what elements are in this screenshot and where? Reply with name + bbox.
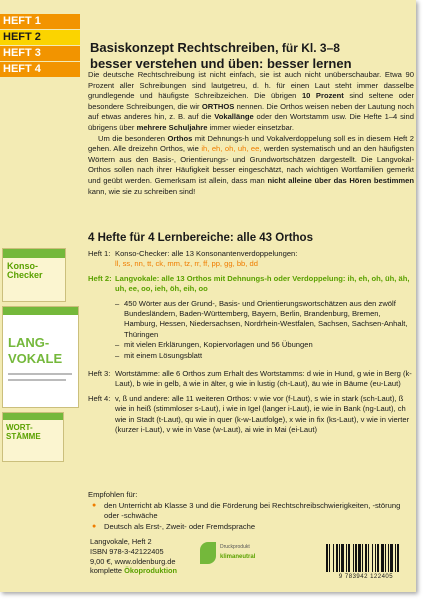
intro-text-run: kann, wie sie zu schreiben sind! bbox=[88, 186, 196, 196]
cover-title bbox=[6, 423, 41, 441]
intro-text bbox=[88, 70, 414, 197]
footer-title: Langvokale, Heft 2 bbox=[90, 537, 152, 546]
heft-3-label: Heft 3: bbox=[88, 369, 111, 379]
cover-title: Konso-Checker bbox=[7, 261, 43, 280]
intro-bold-run: Vokallänge bbox=[214, 112, 254, 122]
footer-eco-text: komplette bbox=[90, 566, 125, 576]
barcode-bar bbox=[339, 544, 340, 572]
publication-info bbox=[90, 537, 177, 576]
intro-highlight-run: ih, eh, oh, uh, ee, bbox=[201, 144, 262, 154]
book-cover-wortstaemme bbox=[2, 412, 64, 462]
heft-3-body: Wortstämme: alle 6 Orthos zum Erhalt des Wortstamms: d wie in Hund, g wie in Berg (k-Laut), b wie in gelb, ä wie in älter, g wie in lustig (ch-Laut), äu wie in Bäume (eu-Laut) bbox=[115, 369, 412, 389]
cover-title-line-2: STÄMME bbox=[6, 432, 41, 441]
heft-descriptions bbox=[88, 249, 414, 440]
heft-4-description bbox=[88, 394, 414, 436]
section-title: 4 Hefte für 4 Lernbereiche: alle 43 Orthos bbox=[88, 232, 313, 244]
intro-bold-run: 10 Prozent bbox=[301, 91, 344, 101]
title-main: Basiskonzept Rechtschreiben, bbox=[90, 40, 279, 55]
barcode-bar bbox=[388, 544, 389, 572]
book-covers bbox=[2, 248, 82, 466]
heft-tab-1: HEFT 1 bbox=[0, 14, 80, 29]
barcode-bar bbox=[346, 544, 347, 572]
footer-eco-highlight: Ökoproduktion bbox=[124, 566, 178, 576]
heft-tab-2: HEFT 2 bbox=[0, 30, 80, 45]
book-cover-konso-checker bbox=[2, 248, 66, 302]
heft-4-label: Heft 4: bbox=[88, 393, 111, 403]
intro-text-run: sind seltene oder besondere Schreibungen, die wir bbox=[88, 91, 415, 111]
intro-text-run: mit Dehnungs-h und Vokalverdoppelung soll es in diesem Heft 2 gehen. Alle dreizehn Orthos, wie bbox=[88, 133, 414, 154]
barcode-bar bbox=[377, 544, 379, 572]
climate-neutral-logo bbox=[200, 540, 258, 568]
cover-stripe bbox=[3, 413, 63, 420]
intro-text-run: werden systematisch und an den häufigsten Wörtern aus den Basis-, Orientierungs- und Grundwortschätzen dargestellt. Die Langvokal-Orthos sollen nach ihrer Häufigkeit besser eingeschätzt, nach wichtigen Wortfamilien gemerkt und geübt werden. Gemerksam ist allein, dass man bbox=[88, 144, 415, 185]
barcode-number: 9 783942 122405 bbox=[338, 574, 394, 580]
barcode-bar bbox=[326, 544, 328, 572]
book-cover-langvokale bbox=[2, 306, 79, 408]
recommended-for bbox=[88, 490, 414, 532]
intro-text-run: nennen. Die Orthos weisen neben der Lautung noch auf etwas anderes hin, z. B. auf die bbox=[88, 101, 414, 122]
cover-stripe bbox=[3, 249, 65, 258]
barcode-bar bbox=[336, 544, 338, 572]
climate-label-top: Druckprodukt bbox=[220, 544, 250, 550]
title-sub: besser verstehen und üben: besser lernen bbox=[90, 56, 352, 71]
intro-text-run: immer wieder einsetzbar. bbox=[207, 122, 294, 132]
recommended-item: ● Deutsch als Erst-, Zweit- oder Fremdsprache bbox=[92, 522, 414, 533]
intro-text-run: Die deutsche Rechtschreibung ist nicht einfach, sie ist auch nicht unüberschaubar. Etwa 90 Prozent aller Schreibungen sind lautgetreu, d. h. für einen Laut steht immer dasselbe grundlegende und häufigste Schreibzeichen. Die übrigen bbox=[88, 70, 414, 101]
barcode-bar bbox=[365, 544, 367, 572]
intro-bold-run: Orthos bbox=[167, 133, 193, 143]
cover-title-line-1: LANG- bbox=[8, 335, 50, 350]
heft-2-description bbox=[88, 274, 414, 295]
title-grade: für Kl. 3–8 bbox=[278, 41, 340, 55]
intro-text-run: oder den Wortstamm usw. Die Hefte 1–4 sind übrigens über bbox=[88, 112, 414, 132]
barcode-bar bbox=[395, 544, 396, 572]
heft-3-description bbox=[88, 369, 414, 390]
heft-1-text: Konso-Checker: alle 13 Konsonantenverdoppelungen: bbox=[115, 249, 298, 258]
barcode-bar bbox=[353, 544, 354, 572]
barcode-bar bbox=[329, 544, 330, 572]
cover-text-line bbox=[8, 379, 66, 381]
heft-1-body bbox=[115, 249, 414, 270]
intro-text-run: Um die besonderen bbox=[98, 133, 168, 143]
barcode-bar bbox=[397, 544, 399, 572]
intro-bold-run: nicht alleine über das Hören bestimmen bbox=[267, 175, 414, 185]
heft-tab-3: HEFT 3 bbox=[0, 46, 80, 61]
barcode-bar bbox=[341, 544, 344, 572]
heft-2-bullet: – mit einem Lösungsblatt bbox=[115, 351, 414, 361]
barcode-bars bbox=[322, 544, 410, 572]
footer-price-url: 9,00 €, www.oldenburg.de bbox=[90, 556, 176, 566]
footer-eco bbox=[90, 566, 177, 576]
intro-paragraph-2 bbox=[88, 134, 414, 198]
intro-bold-run: mehrere Schuljahre bbox=[136, 122, 208, 132]
recommended-title: Empfohlen für: bbox=[88, 490, 138, 499]
climate-label-bottom: klimaneutral bbox=[220, 554, 256, 560]
heft-2-bullet: – mit vielen Erklärungen, Kopiervorlagen und 56 Übungen bbox=[115, 340, 414, 350]
page-title bbox=[90, 40, 412, 71]
barcode-bar bbox=[390, 544, 393, 572]
barcode-bar bbox=[348, 544, 350, 572]
barcode-bar bbox=[333, 544, 334, 572]
barcode-bar bbox=[375, 544, 376, 572]
heft-4-body: v, ß und andere: alle 11 weiteren Orthos: v wie vor (f-Laut), s wie in stark (sch-Laut), ß wie in heiß (stimmloser s-Laut), i wie in Igel (langer i-Laut), ie wie in Bank (ng-Laut), ch wie in Stadt (t-Laut), qu wie in quer (k-w-Lautfolge), x wie in fix (ks-Laut), v wie in vierter (kurzer i-Laut), v wie in Vase (w-Laut), ai wie in Mai (ei-Laut) bbox=[115, 393, 410, 435]
barcode-bar bbox=[372, 544, 373, 572]
heft-2-bullet: – 450 Wörter aus der Grund-, Basis- und Orientierungswortschätzen aus den zwölf Bundesländern, Baden-Württemberg, Bayern, Berlin, Brandenburg, Bremen, Hamburg, Hessen, Niedersachsen, Nordrhein-Westfalen, Sachsen, Sachsen-Anhalt, Thüringen bbox=[115, 299, 414, 341]
cover-title-line-1: WORT- bbox=[6, 423, 33, 432]
intro-bold-run: ORTHOS bbox=[201, 101, 235, 111]
barcode-bar bbox=[355, 544, 357, 572]
barcode bbox=[322, 544, 410, 580]
cover-title-line-2: VOKALE bbox=[8, 351, 63, 366]
footer-isbn: ISBN 978-3-42122405 bbox=[90, 546, 164, 556]
leaf-icon bbox=[200, 542, 216, 564]
barcode-bar bbox=[368, 544, 369, 572]
heft-1-orthos: ll, ss, nn, tt, ck, mm, tz, rr, ff, pp, gg, bb, dd bbox=[115, 259, 258, 269]
heft-2-label: Heft 2: bbox=[88, 273, 112, 283]
barcode-bar bbox=[381, 544, 384, 572]
cover-stripe bbox=[3, 307, 78, 315]
intro-paragraph-1 bbox=[88, 70, 414, 134]
heft-2-body: Langvokale: alle 13 Orthos mit Dehnungs-h oder Verdoppelung: ih, eh, oh, üh, äh, uh, ee, oo, ieh, öh, eih, oo bbox=[115, 273, 410, 294]
heft-1-label: Heft 1: bbox=[88, 249, 111, 258]
heft-tab-4: HEFT 4 bbox=[0, 62, 80, 77]
heft-1-description bbox=[88, 249, 414, 270]
barcode-bar bbox=[385, 544, 386, 572]
barcode-bar bbox=[358, 544, 361, 572]
barcode-bar bbox=[362, 544, 363, 572]
recommended-item: ● den Unterricht ab Klasse 3 und die Förderung bei Rechtschreibschwierigkeiten, -störung oder -schwäche bbox=[92, 501, 414, 522]
cover-text-line bbox=[8, 373, 72, 375]
heft-tab-list bbox=[0, 14, 80, 78]
